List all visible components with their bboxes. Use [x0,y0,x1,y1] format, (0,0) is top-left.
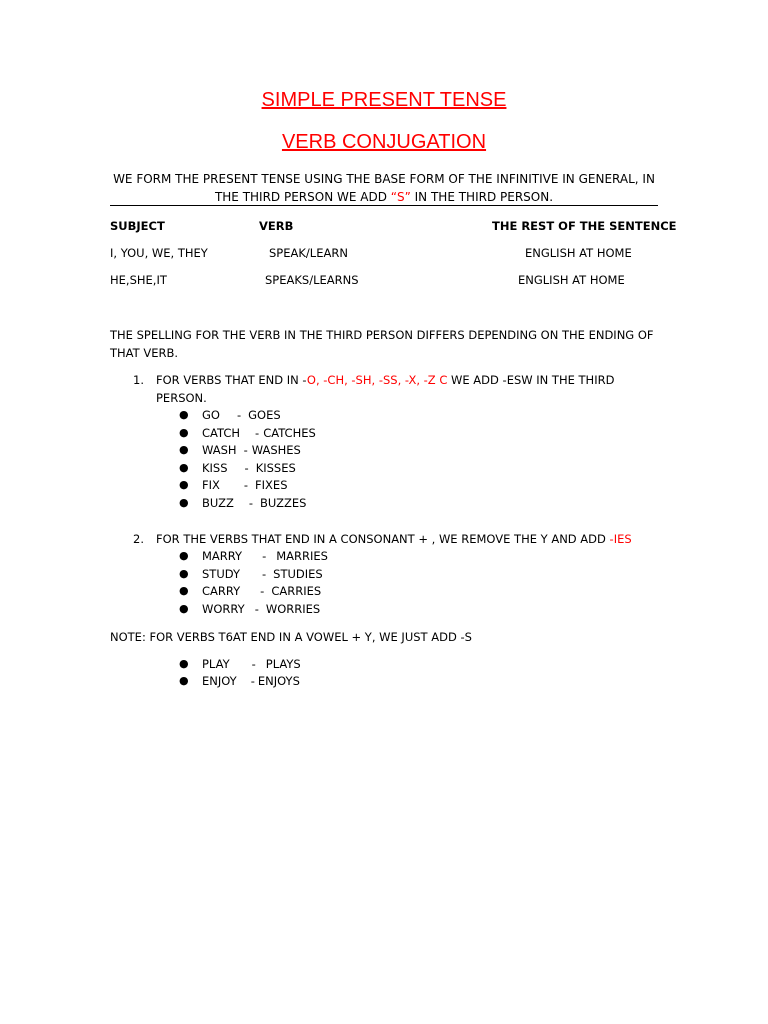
example-sep: - [260,584,265,598]
example-base: STUDY [202,567,240,581]
example-result: PLAYS [265,657,301,671]
bullet-icon: ● [179,443,189,456]
example-result: CATCHES [263,426,316,440]
bullet-icon: ● [179,549,189,562]
rule1-pre: FOR VERBS THAT END IN - [156,373,307,387]
example-sep: - [236,408,242,422]
bullet-icon: ● [179,657,189,670]
bullet-icon: ● [179,496,189,509]
example-base: KISS [202,461,228,475]
intro-highlight: “S” [390,190,411,204]
example-sep: - [243,443,248,457]
rule2-text [156,531,656,549]
rule2-pre: FOR THE VERBS THAT END IN A CONSONANT + , WE REMOVE THE Y AND ADD [156,532,610,546]
example-base: MARRY [202,549,243,563]
example-result: WORRIES [265,602,321,616]
bullet-icon: ● [179,426,189,439]
list-number-1: 1. [133,373,144,387]
rule1-text [156,372,656,407]
example-sep: - [254,602,259,616]
rule2-highlight: -IES [609,532,632,546]
example-base: ENJOY [202,674,237,688]
example-result: GOES [248,408,281,422]
example-result: MARRIES [276,549,328,563]
example-base: CATCH [202,426,241,440]
example-sep: - [262,549,267,563]
spelling-note: THE SPELLING FOR THE VERB IN THE THIRD PERSON DIFFERS DEPENDING ON THE ENDING OF THAT VERB. [110,328,654,360]
rule1-post: WE ADD -ESW IN THE THIRD PERSON. [156,373,615,405]
bullet-icon: ● [179,408,189,421]
example-sep: - [262,567,267,581]
page-subtitle: VERB CONJUGATION [281,131,487,153]
table-header-rule [110,205,658,206]
example-base: WORRY [202,602,245,616]
list-number-2: 2. [133,532,144,546]
table-header-subject: SUBJECT [110,219,165,233]
intro-text-2: IN THE THIRD PERSON. [410,190,554,204]
bullet-icon: ● [179,567,189,580]
example-sep: - [255,426,260,440]
example-sep: - [244,461,249,475]
intro-text-1: WE FORM THE PRESENT TENSE USING THE BASE FORM OF THE INFINITIVE IN GENERAL, IN THE THIRD PERSON WE ADD [113,172,655,204]
rule1-highlight: O, -CH, -SH, -SS, -X, -Z C [306,373,448,387]
example-result: KISSES [255,461,296,475]
example-base: GO [202,408,220,422]
intro-paragraph [108,170,660,206]
example-result: CARRIES [271,584,322,598]
example-base: BUZZ [202,496,234,510]
example-sep: - [248,496,254,510]
table-cell: ENGLISH AT HOME [525,246,632,260]
table-header-rest: THE REST OF THE SENTENCE [492,219,677,233]
table-header-verb: VERB [259,219,294,233]
example-result: BUZZES [260,496,307,510]
bullet-icon: ● [179,478,189,491]
bullet-icon: ● [179,602,189,615]
bullet-icon: ● [179,674,189,687]
table-cell: I, YOU, WE, THEY [110,246,208,260]
example-base: FIX [202,478,220,492]
table-cell: ENGLISH AT HOME [518,273,625,287]
example-sep: - [243,478,249,492]
table-cell: SPEAK/LEARN [269,246,348,260]
example-base: WASH [202,443,237,457]
page-title: SIMPLE PRESENT TENSE [261,89,507,111]
example-base: PLAY [202,657,230,671]
bullet-icon: ● [179,584,189,597]
example-sep: - [251,657,256,671]
table-cell: HE,SHE,IT [110,273,167,287]
note-line: NOTE: FOR VERBS T6AT END IN A VOWEL + Y, WE JUST ADD -S [110,630,472,644]
example-result: WASHES [251,443,301,457]
example-result: FIXES [255,478,288,492]
bullet-icon: ● [179,461,189,474]
example-base: CARRY [202,584,241,598]
example-sep: - [250,674,255,688]
example-result: ENJOYS [257,674,300,688]
example-result: STUDIES [273,567,323,581]
table-cell: SPEAKS/LEARNS [265,273,359,287]
